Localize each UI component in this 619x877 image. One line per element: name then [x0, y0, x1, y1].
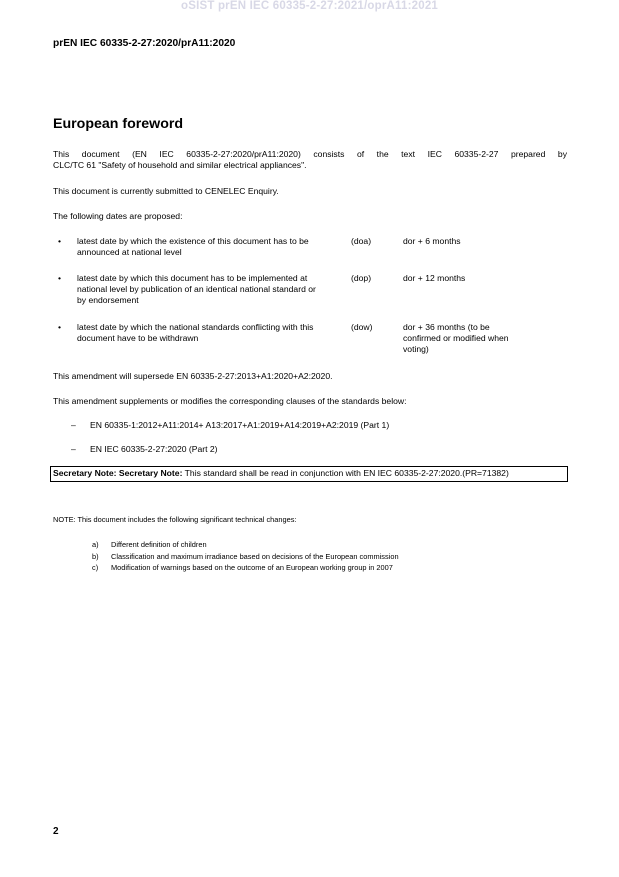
secretary-note-label: Secretary Note: Secretary Note: [53, 468, 183, 478]
technical-changes-list [92, 539, 399, 574]
date-description: latest date by which the national standards conflicting with this document have to be withdrawn [77, 322, 314, 343]
date-code: (dow) [351, 322, 373, 332]
date-description: latest date by which the existence of this document has to be announced at national level [77, 236, 309, 257]
watermark: oSIST prEN IEC 60335-2-27:2021/oprA11:2021 [180, 0, 439, 12]
technical-changes-note: NOTE: This document includes the following significant technical changes: [53, 515, 297, 524]
section-heading: European foreword [53, 116, 184, 132]
page-number: 2 [53, 826, 59, 837]
change-item [92, 562, 399, 574]
date-value: dor + 6 months [403, 236, 461, 246]
date-value: dor + 36 months (to be confirmed or modified when voting) [403, 322, 509, 354]
standard-reference: EN IEC 60335-2-27:2020 (Part 2) [90, 444, 218, 454]
change-text: Different definition of children [111, 540, 207, 549]
change-text: Modification of warnings based on the outcome of an European working group in 2007 [111, 563, 393, 572]
enquiry-paragraph: This document is currently submitted to CENELEC Enquiry. [53, 186, 279, 196]
date-code: (dop) [351, 273, 372, 283]
change-item [92, 551, 399, 563]
bullet-icon: • [58, 322, 62, 332]
intro-paragraph-line-1: This document (EN IEC 60335-2-27:2020/prA11:2020) consists of the text IEC 60335-2-27 prepared by [53, 149, 567, 159]
dates-intro: The following dates are proposed: [53, 211, 183, 221]
document-identifier: prEN IEC 60335-2-27:2020/prA11:2020 [53, 38, 236, 49]
date-description: latest date by which this document has to be implemented at national level by publication of an identical national standard or by endorsement [77, 273, 316, 305]
intro-paragraph-line-2: CLC/TC 61 "Safety of household and similar electrical appliances". [53, 160, 307, 170]
date-code: (doa) [351, 236, 372, 246]
secretary-note-box [50, 466, 568, 482]
bullet-icon: • [58, 236, 62, 246]
date-value: dor + 12 months [403, 273, 466, 283]
change-text: Classification and maximum irradiance based on decisions of the European commission [111, 551, 399, 561]
change-marker: a) [92, 540, 99, 549]
secretary-note-text: This standard shall be read in conjunction with EN IEC 60335-2-27:2020.(PR=71382) [182, 468, 509, 478]
change-item [92, 539, 399, 551]
supersede-paragraph: This amendment will supersede EN 60335-2-27:2013+A1:2020+A2:2020. [53, 371, 333, 381]
change-marker: b) [92, 551, 99, 561]
dash-icon: – [71, 444, 76, 454]
bullet-icon: • [58, 273, 62, 283]
standard-reference: EN 60335-1:2012+A11:2014+ A13:2017+A1:2019+A14:2019+A2:2019 (Part 1) [90, 420, 390, 430]
dash-icon: – [71, 420, 76, 430]
supplements-paragraph: This amendment supplements or modifies the corresponding clauses of the standards below: [53, 396, 407, 406]
change-marker: c) [92, 563, 99, 572]
